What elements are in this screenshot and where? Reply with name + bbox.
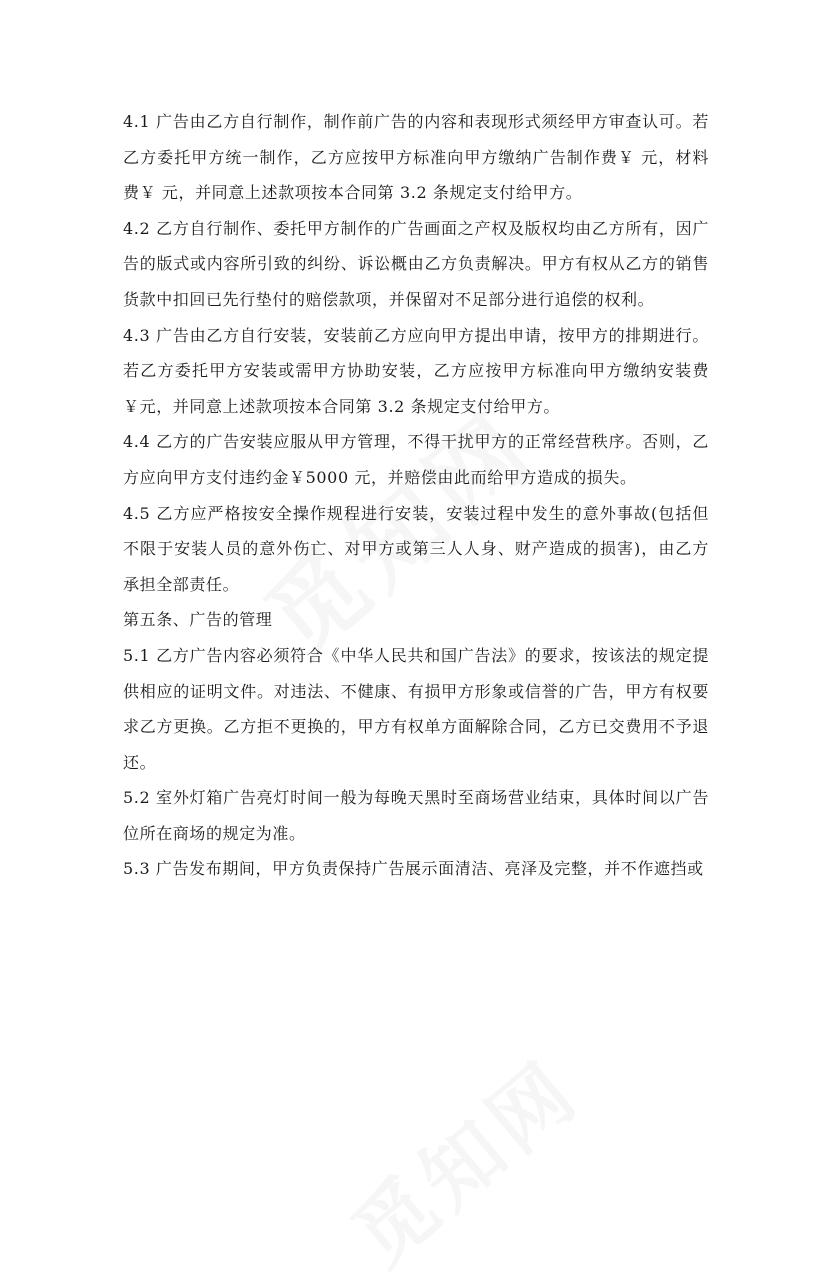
clause-5-1: 5.1 乙方广告内容必须符合《中华人民共和国广告法》的要求，按该法的规定提供相应的证明文件。对违法、不健康、有损甲方形象或信誉的广告，甲方有权要求乙方更换。乙方拒不更换的，甲方有权单方面解除合同，乙方已交费用不予退还。 [123,645,709,772]
section-heading: 第五条、广告的管理 [123,610,273,630]
clause-5-3: 5.3 广告发布期间，甲方负责保持广告展示面清洁、亮泽及完整，并不作遮挡或 [123,859,704,879]
document-body [123,104,709,887]
clause-4-4: 4.4 乙方的广告安装应服从甲方管理，不得干扰甲方的正常经营秩序。否则，乙方应向甲方支付违约金￥5000 元，并赔偿由此而给甲方造成的损失。 [123,432,709,487]
clause-4-5: 4.5 乙方应严格按安全操作规程进行安装，安装过程中发生的意外事故(包括但不限于安装人员的意外伤亡、对甲方或第三人人身、财产造成的损害)，由乙方承担全部责任。 [123,503,709,594]
clause-4-1: 4.1 广告由乙方自行制作，制作前广告的内容和表现形式须经甲方审查认可。若乙方委托甲方统一制作，乙方应按甲方标准向甲方缴纳广告制作费￥ 元，材料费￥ 元，并同意上述款项按本合同第 3.2 条规定支付给甲方。 [123,112,709,203]
clause-5-2: 5.2 室外灯箱广告亮灯时间一般为每晚天黑时至商场营业结束，具体时间以广告位所在商场的规定为准。 [123,788,709,843]
clause-4-3: 4.3 广告由乙方自行安装，安装前乙方应向甲方提出申请，按甲方的排期进行。若乙方委托甲方安装或需甲方协助安装，乙方应按甲方标准向甲方缴纳安装费￥元，并同意上述款项按本合同第 3.2 条规定支付给甲方。 [123,325,709,416]
clause-4-2: 4.2 乙方自行制作、委托甲方制作的广告画面之产权及版权均由乙方所有，因广告的版式或内容所引致的纠纷、诉讼概由乙方负责解决。甲方有权从乙方的销售货款中扣回已先行垫付的赔偿款项，并保留对不足部分进行追偿的权利。 [123,218,709,309]
watermark [324,1029,600,1286]
